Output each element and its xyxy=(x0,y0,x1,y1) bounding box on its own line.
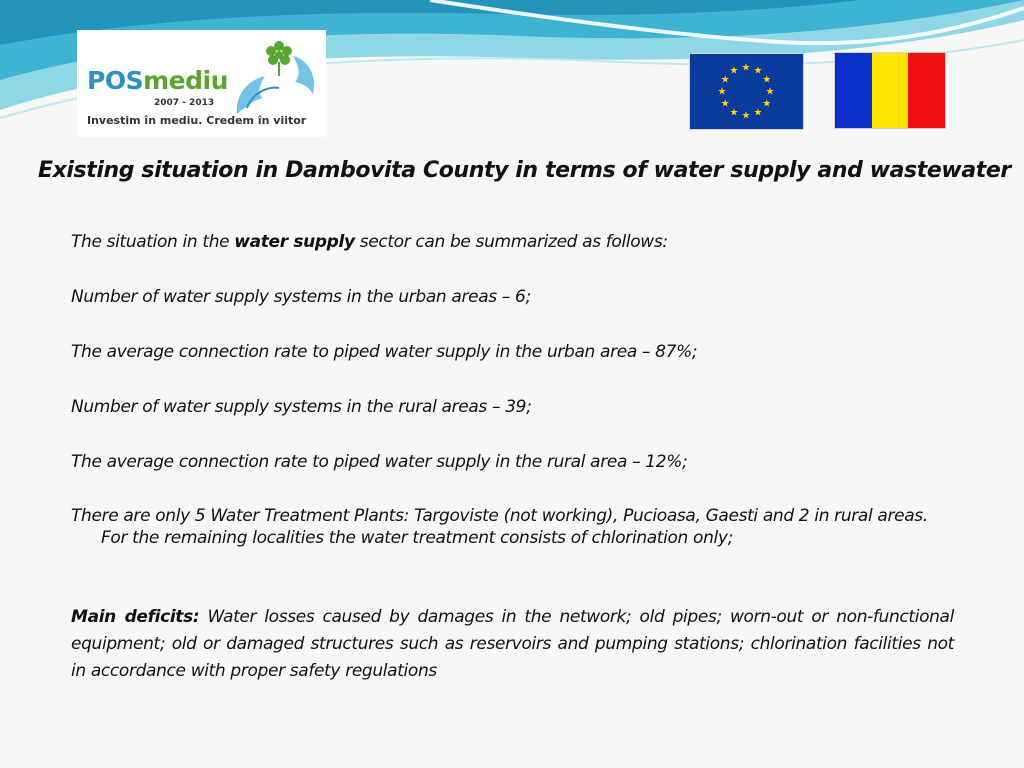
eu-star-icon: ★ xyxy=(720,98,730,110)
eu-flag-icon xyxy=(689,53,804,130)
romania-flag-yellow-band xyxy=(872,53,909,128)
main-deficits-label: Main deficits: xyxy=(71,607,200,627)
logo-wordmark: POSmediu xyxy=(87,66,228,95)
slide-title: Existing situation in Dambovita County in terms of water supply and wastewater xyxy=(38,158,1011,183)
eu-star-icon: ★ xyxy=(720,74,730,86)
eu-star-icon: ★ xyxy=(729,65,739,77)
eu-star-icon: ★ xyxy=(741,110,751,122)
romania-flag-blue-band xyxy=(835,53,872,128)
eu-star-icon: ★ xyxy=(753,65,763,77)
eu-star-icon: ★ xyxy=(717,86,727,98)
eu-star-icon: ★ xyxy=(741,62,751,74)
eu-star-icon: ★ xyxy=(762,74,772,86)
list-item: Number of water supply systems in the rural areas – 39; xyxy=(71,397,532,417)
eu-star-icon: ★ xyxy=(753,107,763,119)
main-deficits-paragraph xyxy=(71,604,954,685)
eu-star-icon: ★ xyxy=(762,98,772,110)
romania-flag-red-band xyxy=(908,53,945,128)
main-deficits-text: Water losses caused by damages in the network; old pipes; worn-out or non-functional equipment; old or damaged structures such as reservoirs and pumping stations; chlorination facilities not in accordance with proper safety regulations xyxy=(71,607,954,681)
hands-flower-logo-icon xyxy=(217,36,327,118)
logo-years: 2007 - 2013 xyxy=(154,98,215,108)
eu-star-icon: ★ xyxy=(729,107,739,119)
romania-flag-icon xyxy=(834,52,946,129)
intro-line: The situation in the water supply sector can be summarized as follows: xyxy=(71,232,668,252)
posmediu-logo xyxy=(77,30,326,137)
list-item: There are only 5 Water Treatment Plants: Targoviste (not working), Pucioasa, Gaesti and 2 in rural areas. For the remaining localities the water treatment consists of chlorination only; xyxy=(71,506,928,548)
list-item: The average connection rate to piped water supply in the rural area – 12%; xyxy=(71,452,688,472)
list-item: Number of water supply systems in the urban areas – 6; xyxy=(71,287,531,307)
logo-tagline: Investim în mediu. Credem în viitor xyxy=(87,114,307,127)
list-item: The average connection rate to piped water supply in the urban area – 87%; xyxy=(71,342,698,362)
eu-star-icon: ★ xyxy=(765,86,775,98)
